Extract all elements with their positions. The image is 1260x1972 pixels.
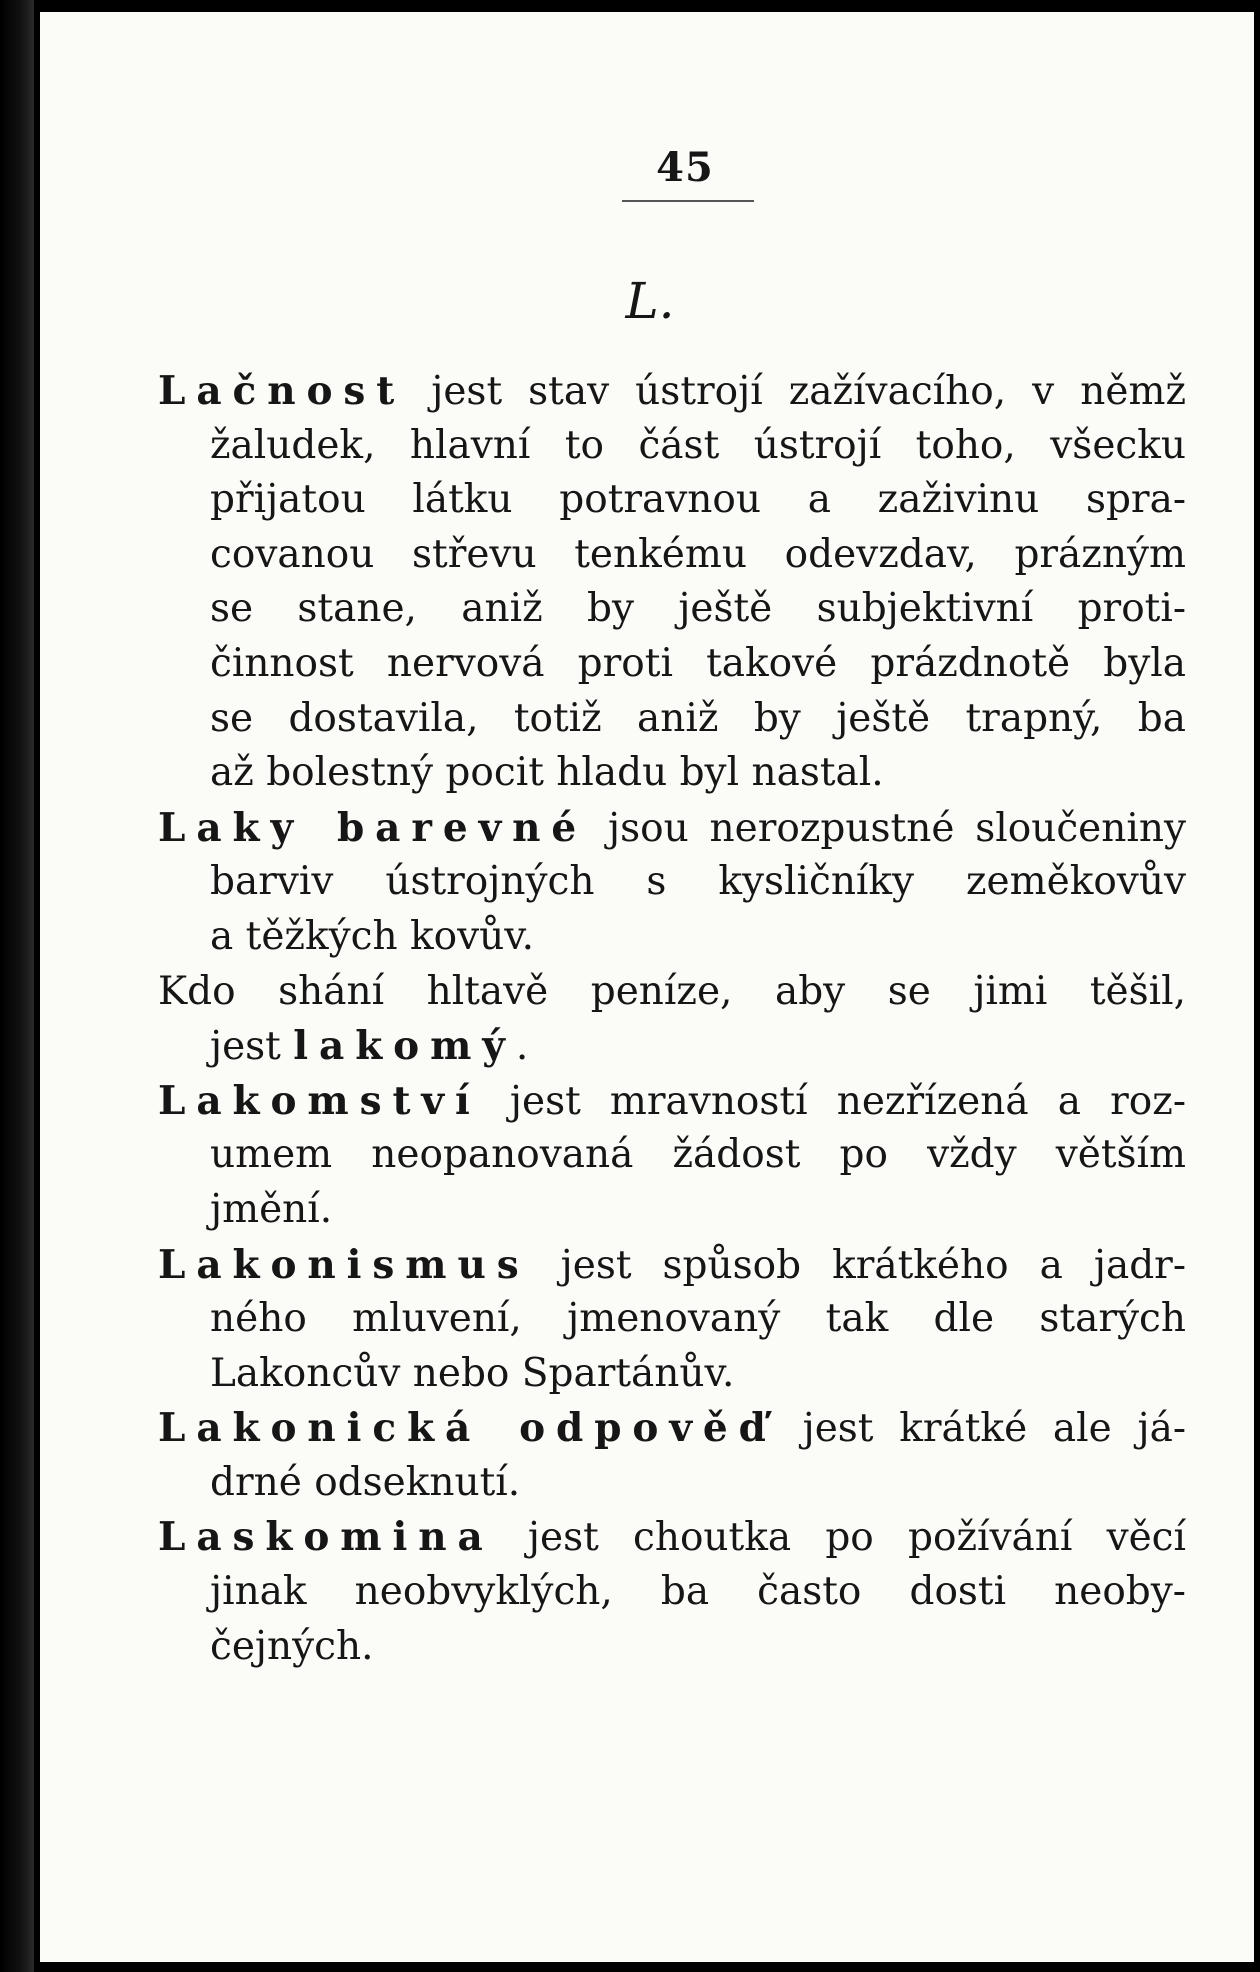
entry-line [158, 1347, 1186, 1402]
entry-term: Lakonická odpověď [158, 1405, 777, 1452]
entry-text: jest spůsob krátkého a jadr- [529, 1242, 1186, 1288]
entry-line [158, 855, 1186, 910]
dictionary-entry [158, 364, 1186, 801]
entry-text: a těžkých kovův. [210, 913, 535, 959]
entry-text: drné odseknutí. [210, 1459, 521, 1505]
entry-term: Lakonismus [158, 1241, 530, 1288]
entry-line [158, 692, 1186, 747]
entry-text: jest choutka po požívání věcí [493, 1515, 1186, 1561]
entry-line [158, 473, 1186, 528]
dictionary-entry [158, 1510, 1186, 1674]
entry-text: až bolestný pocit hladu byl nastal. [210, 750, 884, 796]
section-letter: L. [625, 272, 675, 330]
entry-line [158, 801, 1186, 856]
entry-term: Lakomství [158, 1077, 481, 1124]
entry-line [158, 1074, 1186, 1129]
entry-line [158, 637, 1186, 692]
dictionary-entry [158, 801, 1186, 965]
entry-text: ného mluvení, jmenovaný tak dle starých [210, 1296, 1186, 1342]
dictionary-entry [158, 1074, 1186, 1238]
dictionary-entry [158, 965, 1186, 1074]
entry-line [158, 364, 1186, 419]
entry-line [158, 1019, 1186, 1074]
entry-text: umem neopanovaná žádost po vždy větším [210, 1132, 1186, 1178]
entry-term: lakomý [293, 1023, 516, 1070]
entry-text: žaludek, hlavní to část ústrojí toho, všecku [210, 422, 1186, 468]
entry-text: covanou střevu tenkému odevzdav, prázným [210, 531, 1186, 577]
entry-text: čejných. [210, 1623, 374, 1669]
entry-text: jest stav ústrojí zažívacího, v němž [405, 369, 1186, 414]
entry-text: . [515, 1024, 529, 1070]
entry-text: Kdo shání hltavě peníze, aby se jimi těšil, [158, 968, 1186, 1014]
entry-line [158, 1401, 1186, 1456]
entry-line [158, 1620, 1186, 1675]
entry-text: jest mravností nezřízená a roz- [480, 1078, 1186, 1124]
entry-text: jest krátké ale já- [776, 1406, 1187, 1452]
dictionary-entry [158, 1401, 1186, 1510]
entry-text: se stane, aniž by ještě subjektivní proti- [210, 586, 1186, 632]
entry-line [158, 746, 1186, 801]
entry-term: Laskomina [158, 1514, 494, 1561]
entry-text: činnost nervová proti takové prázdnotě byla [210, 640, 1186, 686]
dictionary-entry [158, 1238, 1186, 1402]
entry-text: jsou nerozpustné sloučeniny [587, 805, 1186, 851]
entry-line [158, 910, 1186, 965]
dictionary-entries [158, 364, 1186, 1674]
entry-term: Lačnost [158, 368, 406, 414]
entry-line [158, 1565, 1186, 1620]
entry-term: Laky barevné [158, 804, 588, 851]
entry-line [158, 1292, 1186, 1347]
entry-line [158, 1128, 1186, 1183]
entry-line [158, 965, 1186, 1020]
entry-line [158, 419, 1186, 474]
entry-line [158, 1456, 1186, 1511]
entry-text: se dostavila, totiž aniž by ještě trapný, ba [210, 695, 1186, 741]
entry-line [158, 1238, 1186, 1293]
entry-text: jinak neobvyklých, ba často dosti neoby- [210, 1569, 1186, 1615]
entry-text: přijatou látku potravnou a zaživinu spra- [210, 477, 1186, 523]
page-number: 45 [656, 144, 714, 191]
page-number-rule [622, 200, 754, 202]
entry-line [158, 1183, 1186, 1238]
entry-line [158, 528, 1186, 583]
book-binding-edge [0, 0, 34, 1972]
entry-text: jmění. [210, 1186, 333, 1232]
entry-line [158, 582, 1186, 637]
entry-text: jest [210, 1024, 294, 1070]
book-page [40, 12, 1254, 1962]
entry-text: Lakoncův nebo Spartánův. [210, 1350, 735, 1396]
entry-text: barviv ústrojných s kysličníky zeměkovův [210, 859, 1186, 905]
entry-line [158, 1510, 1186, 1565]
